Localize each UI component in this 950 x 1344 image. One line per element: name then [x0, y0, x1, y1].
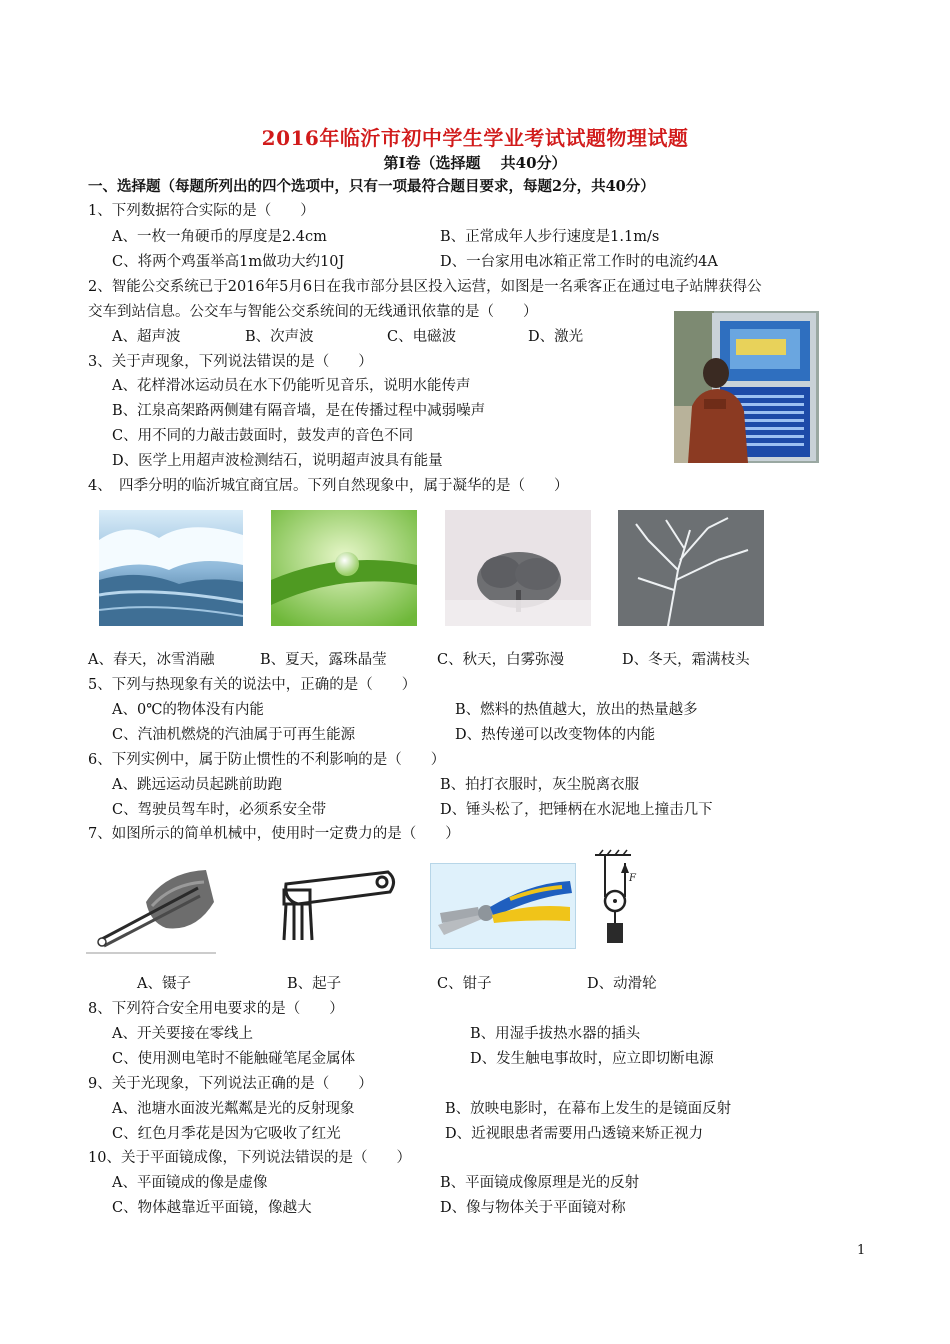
- q6-option-c: C、驾驶员驾车时，必须系安全带: [112, 802, 327, 818]
- q6-option-d: D、锤头松了，把锤柄在水泥地上撞击几下: [440, 802, 713, 818]
- q6-stem: 6、下列实例中，属于防止惯性的不利影响的是（ ）: [88, 752, 446, 768]
- bottle-opener-image: [278, 864, 402, 946]
- q8-option-b: B、用湿手拔热水器的插头: [470, 1026, 641, 1042]
- q3-option-c: C、用不同的力敲击鼓面时，鼓发声的音色不同: [112, 428, 414, 444]
- q4-option-a: A、春天，冰雪消融: [88, 652, 215, 668]
- dewdrop-photo: [271, 510, 417, 626]
- q10-option-a: A、平面镜成的像是虚像: [112, 1175, 268, 1191]
- q5-option-b: B、燃料的热值越大，放出的热量越多: [455, 702, 698, 718]
- q5-stem: 5、下列与热现象有关的说法中，正确的是（ ）: [88, 677, 417, 693]
- q5-option-c: C、汽油机燃烧的汽油属于可再生能源: [112, 727, 356, 743]
- q9-stem: 9、关于光现象，下列说法正确的是（ ）: [88, 1076, 373, 1092]
- q1-option-b: B、正常成年人步行速度是1.1m/s: [440, 229, 660, 245]
- q9-option-b: B、放映电影时，在幕布上发生的是镜面反射: [445, 1101, 732, 1117]
- bus-stop-sign-photo: [674, 311, 819, 463]
- q4-option-d: D、冬天，霜满枝头: [622, 652, 750, 668]
- q2-option-c: C、电磁波: [387, 329, 457, 345]
- q3-option-b: B、江泉高架路两侧建有隔音墙，是在传播过程中减弱噪声: [112, 403, 486, 419]
- q7-option-c: C、钳子: [437, 976, 492, 992]
- q2-option-b: B、次声波: [245, 329, 314, 345]
- q2-stem-line1: 2、智能公交系统已于2016年5月6日在我市部分县区投入运营，如图是一名乘客正在通过电子站牌获得公: [88, 279, 762, 295]
- q10-option-b: B、平面镜成像原理是光的反射: [440, 1175, 640, 1191]
- q2-option-d: D、激光: [528, 329, 584, 345]
- exam-subtitle: 第Ⅰ卷（选择题 共40分）: [383, 154, 567, 172]
- q8-stem: 8、下列符合安全用电要求的是（ ）: [88, 1001, 344, 1017]
- force-label: F: [629, 873, 636, 884]
- q8-option-c: C、使用测电笔时不能触碰笔尾金属体: [112, 1051, 356, 1067]
- q1-stem: 1、下列数据符合实际的是（ ）: [88, 203, 315, 219]
- page-number: 1: [857, 1243, 866, 1258]
- tweezers-image: [86, 862, 216, 954]
- q4-option-b: B、夏天，露珠晶莹: [260, 652, 387, 668]
- q4-option-c: C、秋天，白雾弥漫: [437, 652, 565, 668]
- melting-ice-photo: [99, 510, 243, 626]
- q2-option-a: A、超声波: [112, 329, 181, 345]
- frost-branches-photo: [618, 510, 764, 626]
- q7-option-a: A、镊子: [137, 976, 191, 992]
- q6-option-a: A、跳远运动员起跳前助跑: [112, 777, 282, 793]
- q3-option-a: A、花样滑冰运动员在水下仍能听见音乐，说明水能传声: [112, 378, 471, 394]
- q4-stem: 4、 四季分明的临沂城宜商宜居。下列自然现象中，属于凝华的是（ ）: [88, 478, 569, 494]
- q8-option-a: A、开关要接在零线上: [112, 1026, 253, 1042]
- q5-option-d: D、热传递可以改变物体的内能: [455, 727, 656, 743]
- q8-option-d: D、发生触电事故时，应立即切断电源: [470, 1051, 714, 1067]
- q9-option-a: A、池塘水面波光粼粼是光的反射现象: [112, 1101, 355, 1117]
- q5-option-a: A、0℃的物体没有内能: [112, 702, 264, 718]
- q1-option-a: A、一枚一角硬币的厚度是2.4cm: [112, 229, 327, 245]
- q10-stem: 10、关于平面镜成像，下列说法错误的是（ ）: [88, 1150, 411, 1166]
- q9-option-c: C、红色月季花是因为它吸收了红光: [112, 1126, 341, 1142]
- fog-tree-photo: [445, 510, 591, 626]
- q6-option-b: B、拍打衣服时，灰尘脱离衣服: [440, 777, 640, 793]
- section-heading: 一、选择题（每题所列出的四个选项中，只有一项最符合题目要求，每题2分，共40分）: [88, 178, 655, 195]
- q10-option-d: D、像与物体关于平面镜对称: [440, 1200, 626, 1216]
- pliers-image: [430, 863, 576, 949]
- q3-option-d: D、医学上用超声波检测结石，说明超声波具有能量: [112, 453, 443, 469]
- movable-pulley-image: [593, 849, 643, 951]
- q9-option-d: D、近视眼患者需要用凸透镜来矫正视力: [445, 1126, 704, 1142]
- q1-option-c: C、将两个鸡蛋举高1m做功大约10J: [112, 254, 345, 270]
- q10-option-c: C、物体越靠近平面镜，像越大: [112, 1200, 312, 1216]
- q7-option-b: B、起子: [287, 976, 342, 992]
- q3-stem: 3、关于声现象，下列说法错误的是（ ）: [88, 354, 373, 370]
- q1-option-d: D、一台家用电冰箱正常工作时的电流约4A: [440, 254, 718, 270]
- exam-title: 2016年临沂市初中学生学业考试试题物理试题: [261, 126, 689, 150]
- q2-stem-line2: 交车到站信息。公交车与智能公交系统间的无线通讯依靠的是（ ）: [88, 304, 538, 320]
- q7-option-d: D、动滑轮: [587, 976, 657, 992]
- q7-stem: 7、如图所示的简单机械中，使用时一定费力的是（ ）: [88, 826, 460, 842]
